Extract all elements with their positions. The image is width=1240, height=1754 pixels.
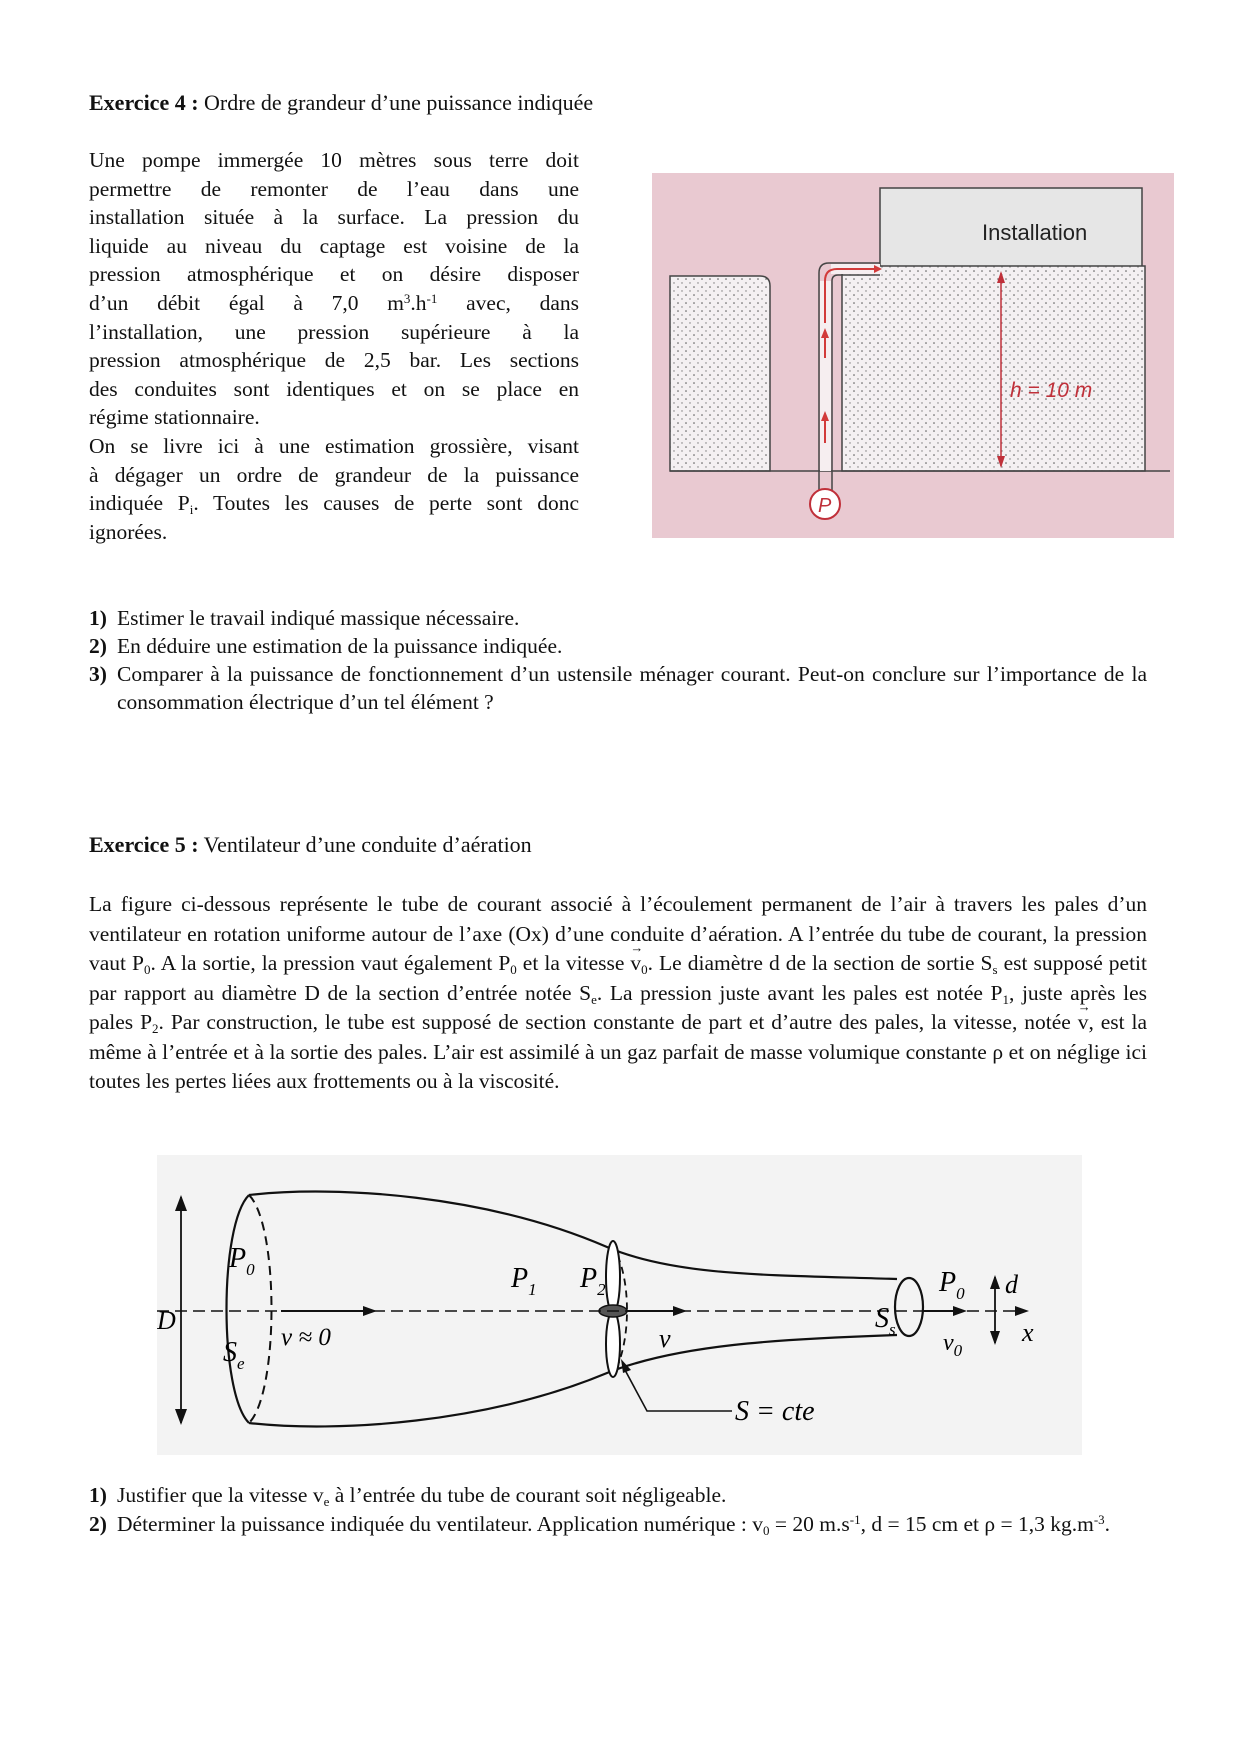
fan-blade-icon [606,1311,620,1377]
question-item: 3) Comparer à la puissance de fonctionnement d’un ustensile ménager courant. Peut-on conclure sur l’importance de la consommation électrique d’un tel élément ? [89,662,1147,714]
exercise-5-questions [89,1481,1147,1539]
ex4-line: ignorées. [89,519,168,544]
ex4-line: à dégager un ordre de grandeur de la puissance [89,462,579,487]
exercise-5-statement: La figure ci-dessous représente le tube de courant associé à l’écoulement permanent de l’air à travers les pales d’un ventilateur en rotation uniforme autour de l’axe (Ox) d’une conduite d’aération. A l’entrée du tube de courant, la pression vaut $P_0$. A la sortie, la pression vaut également $P_0$ et la vitesse → $v_0$. Le diamètre d de la section de sortie $S_s$ est supposé petit par rapport au diamètre D de la section d’entrée notée $S_e$. La pression juste avant les pales est notée $P_1$, juste après les pales $P_2$. Par construction, le tube est supposé de section constante de part et d’autre des pales, la vitesse, notée → v, est la même à l’entrée et à la sortie des pales. L’air est assimilé à un gaz parfait de masse volumique constante ρ et on néglige ici toutes les pertes liées aux frottements ou à la viscosité. [89,890,1147,1097]
diameter-D-label: D [157,1306,176,1335]
section-Ss-label: $S_s$ [875,1303,896,1339]
vector-v: → v [1078,1008,1089,1038]
fan-blade-icon [606,1241,620,1313]
pump-installation-figure [652,173,1174,538]
ex4-line: permettre de remonter de l’eau dans une [89,176,579,201]
pressure-P2: $P_2$ [580,1263,606,1299]
ex4-line: régime stationnaire. [89,405,260,430]
ex4-line: Une pompe immergée 10 mètres sous terre doit [89,148,579,172]
ex4-line-power: indiquée $P_i$. Toutes les causes de perte sont donc [89,491,579,518]
pressure-P0-left: $P_0$ [229,1243,255,1279]
pump-label: P [818,495,832,517]
fan-duct-figure [157,1155,1082,1455]
velocity-entry-label: v ≈ 0 [281,1324,331,1351]
section-Se-label: $S_e$ [223,1337,245,1373]
exercise-4-title [89,90,593,116]
axis-x-label: x [1022,1318,1034,1347]
question-item: 2) Déterminer la puissance indiquée du ventilateur. Application numérique : $v_0 = 20$ $m.s^{-1}$, d = 15 cm et ρ = 1,3 $kg.m^{-3}$. [89,1512,1111,1538]
exercise-4-label: Exercice 4 : [89,90,199,115]
velocity-v0-label: $v_0$ [943,1330,963,1360]
velocity-fan-label: v [659,1324,671,1353]
ex4-line: liquide au niveau du captage est voisine de la [89,233,579,258]
diameter-d-label: d [1005,1270,1018,1299]
vector-v0: → v [630,949,641,979]
exercise-4-heading: Ordre de grandeur d’une puissance indiquée [198,90,594,115]
exercise-4-statement [89,146,579,546]
ground-right [842,266,1145,471]
ex4-line: On se livre ici à une estimation grossière, visant [89,433,579,458]
ex4-line: pression atmosphérique de 2,5 bar. Les sections [89,348,579,373]
pressure-P1: $P_1$ [511,1263,537,1299]
ex4-line: l’installation, une pression supérieure à la [89,319,579,344]
ex4-line: des conduites sont identiques et on se place en [89,376,579,401]
ground-left [670,276,770,471]
height-label: h = 10 m [1010,379,1093,402]
ex4-line-flow: d’un débit égal à 7,0 $m^3.h^{-1}$ avec, dans [89,290,579,315]
exercise-5-heading: Ventilateur d’une conduite d’aération [198,832,532,857]
ex4-line: pression atmosphérique et on désire disposer [89,262,579,287]
ex4-line: installation située à la surface. La pression du [89,205,579,230]
exercise-5-title [89,832,532,858]
question-item: 2) En déduire une estimation de la puissance indiquée. [89,634,563,658]
exercise-4-questions [89,604,1147,716]
installation-label: Installation [982,220,1088,245]
pressure-P0-right: $P_0$ [939,1267,965,1303]
question-item: 1) Justifier que la vitesse $v_e$ à l’entrée du tube de courant soit négligeable. [89,1483,727,1509]
exercise-5-label: Exercice 5 : [89,832,199,857]
constant-section-label: S = cte [735,1396,815,1427]
question-item: 1) Estimer le travail indiqué massique nécessaire. [89,606,520,630]
